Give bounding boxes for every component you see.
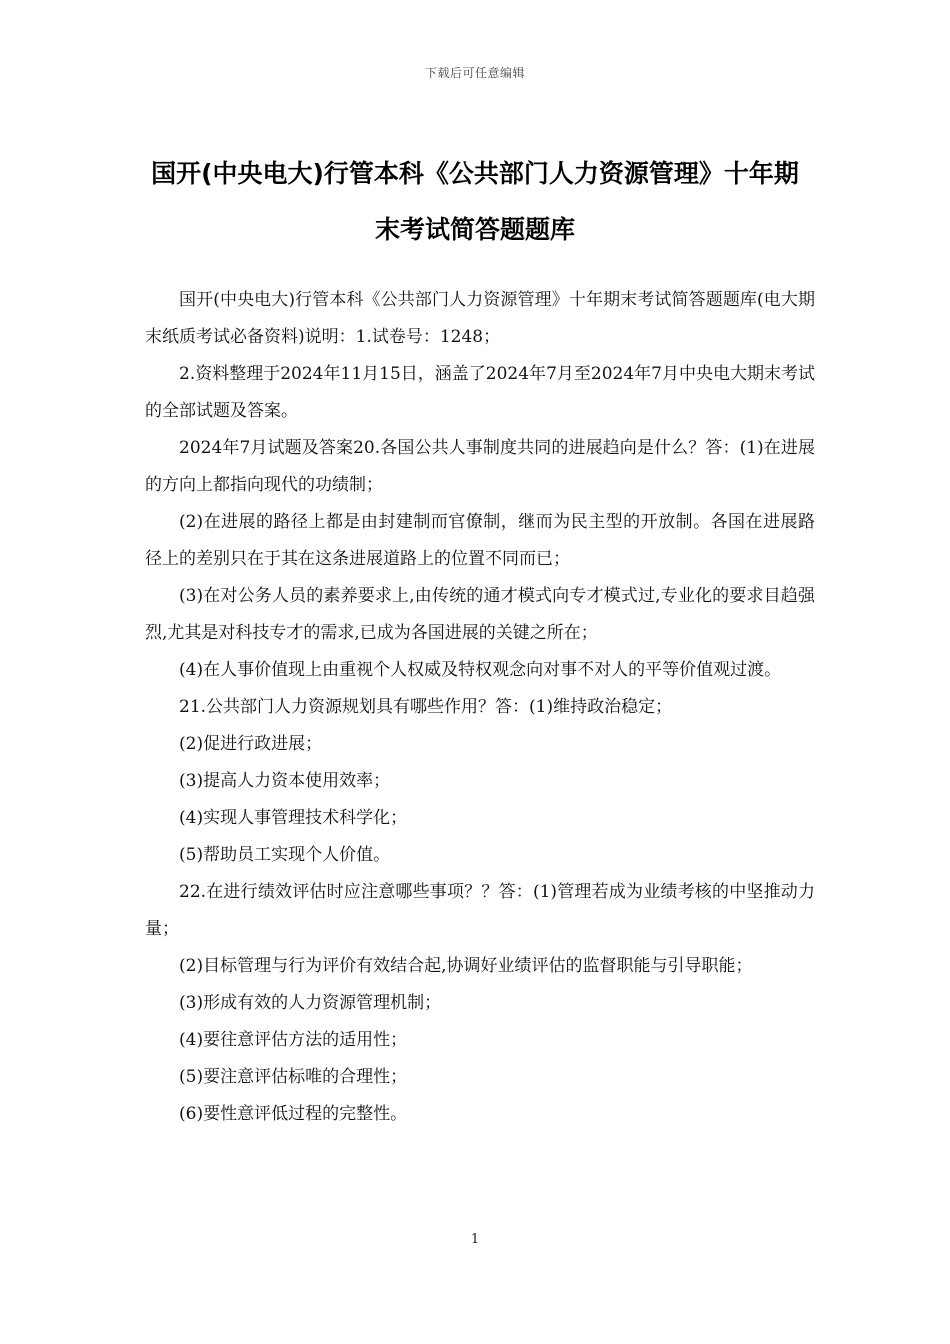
paragraph-q21-item-5: (5)帮助员工实现个人价值。 bbox=[179, 845, 391, 865]
document-body bbox=[145, 282, 815, 1133]
paragraph-q20-item-3: (3)在对公务人员的素养要求上,由传统的通才模式向专才模式过,专业化的要求目趋强烈,尤其是对科技专才的需求,已成为各国进展的关键之所在； bbox=[145, 586, 815, 643]
paragraph-q22-item-5: (5)要注意评估标唯的合理性； bbox=[179, 1067, 408, 1087]
paragraph-q20: 2024年7月试题及答案20.各国公共人事制度共同的进展趋向是什么？答：(1)在进展的方向上都指向现代的功绩制； bbox=[145, 438, 815, 495]
page-number: 1 bbox=[470, 1232, 480, 1247]
paragraph-q21-item-4: (4)实现人事管理技术科学化； bbox=[179, 808, 408, 828]
paragraph-q22-item-4: (4)要往意评估方法的适用性； bbox=[179, 1030, 408, 1050]
document-title: 国开(中央电大)行管本科《公共部门人力资源管理》十年期末考试简答题题库 bbox=[151, 159, 799, 244]
paragraph-intro: 国开(中央电大)行管本科《公共部门人力资源管理》十年期末考试简答题题库(电大期末纸质考试必备资料)说明：1.试卷号：1248； bbox=[145, 290, 815, 347]
paragraph-q20-item-2: (2)在进展的路径上都是由封建制而官僚制，继而为民主型的开放制。各国在进展路径上的差别只在于其在这条进展道路上的位置不同而已； bbox=[145, 512, 815, 569]
paragraph-q22: 22.在进行绩效评估时应注意哪些事项？？答：(1)管理若成为业绩考核的中坚推动力量； bbox=[145, 882, 815, 939]
paragraph-q21: 21.公共部门人力资源规划具有哪些作用？答：(1)维持政治稳定； bbox=[179, 697, 673, 717]
page-header: 下载后可任意编辑 bbox=[424, 66, 525, 80]
paragraph-q21-item-3: (3)提高人力资本使用效率； bbox=[179, 771, 391, 791]
paragraph-q22-item-2: (2)目标管理与行为评价有效结合起,协调好业绩评估的监督职能与引导职能； bbox=[179, 956, 753, 976]
paragraph-q21-item-2: (2)促进行政进展； bbox=[179, 734, 323, 754]
paragraph-q22-item-6: (6)要性意评低过程的完整性。 bbox=[179, 1104, 408, 1124]
paragraph-q22-item-3: (3)形成有效的人力资源管理机制； bbox=[179, 993, 442, 1013]
paragraph-note-2: 2.资料整理于2024年11月15日，涵盖了2024年7月至2024年7月中央电大期末考试的全部试题及答案。 bbox=[145, 364, 815, 421]
paragraph-q20-item-4: (4)在人事价值现上由重视个人权威及特权观念向对事不对人的平等价值观过渡。 bbox=[179, 660, 782, 680]
